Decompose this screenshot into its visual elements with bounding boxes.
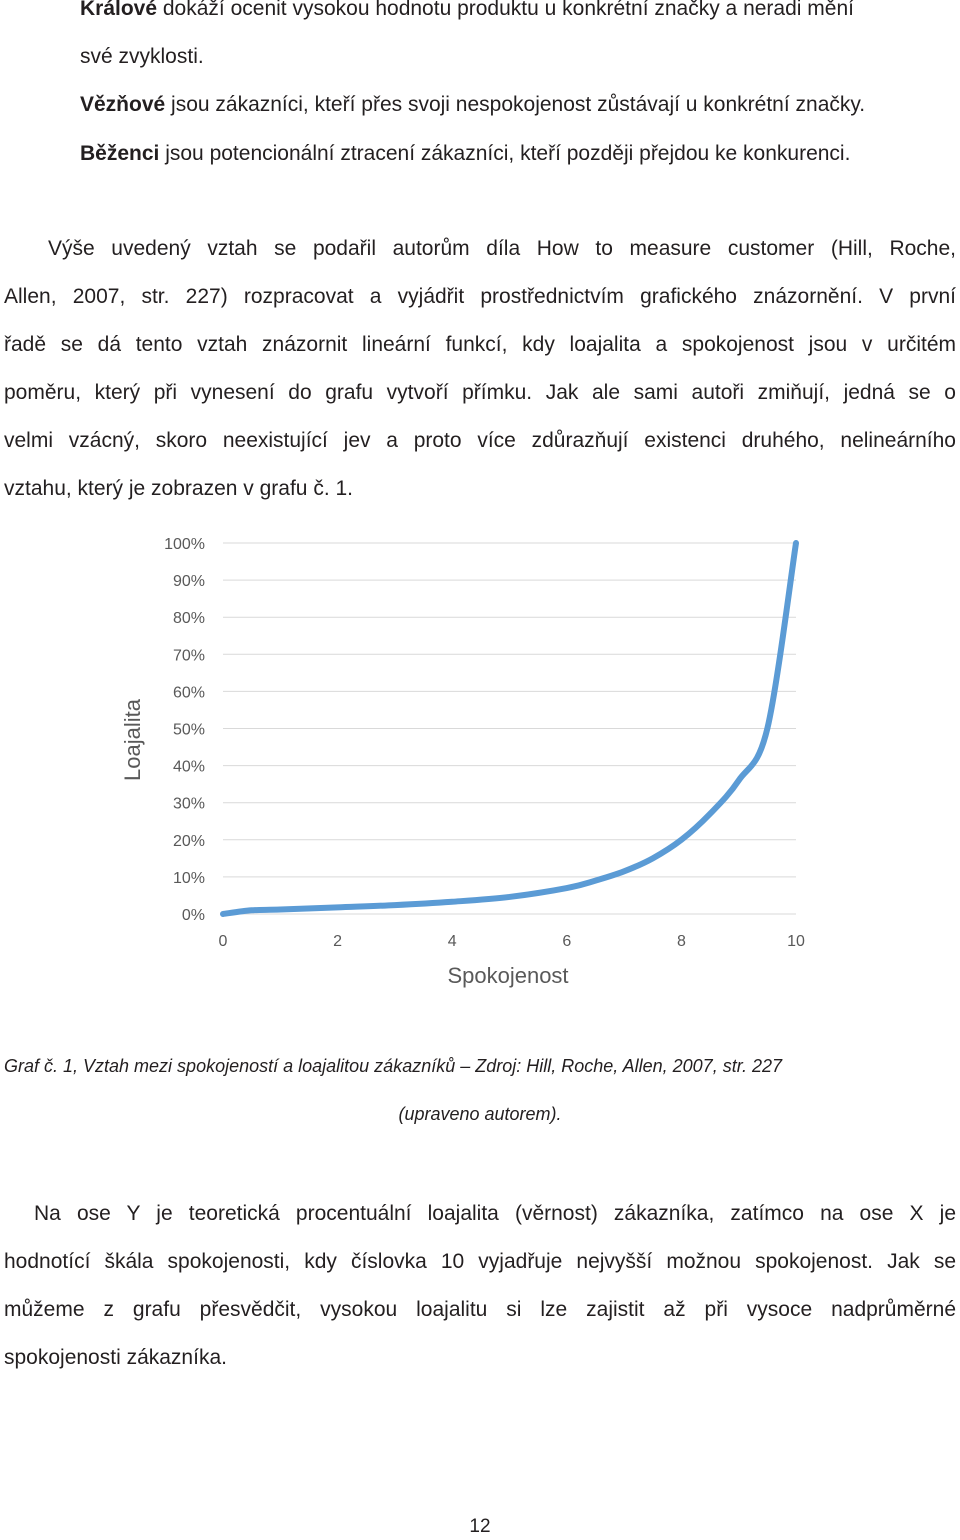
y-tick-label: 10% — [172, 869, 205, 887]
paragraph2-line: můžeme z grafu přesvědčit, vysokou loajalitu si lze zajistit až při vysoce nadprůměrné — [4, 1298, 956, 1321]
chart-caption: Graf č. 1, Vztah mezi spokojeností a loajalitou zákazníků – Zdroj: Hill, Roche, Allen, 2007, str. 227 — [4, 1056, 783, 1076]
paragraph2-line: Na ose Y je teoretická procentuální loajalita (věrnost) zákazníka, zatímco na ose X je — [34, 1202, 956, 1225]
term-bezenci: Běženci — [80, 142, 160, 165]
paragraph1-line: Allen, 2007, str. 227) rozpracovat a vyjádřit prostřednictvím grafického znázornění. V první — [4, 285, 956, 308]
paragraph2-line: spokojenosti zákazníka. — [4, 1346, 227, 1369]
chart-caption-continuation: (upraveno autorem). — [398, 1104, 562, 1124]
x-tick-label: 8 — [676, 933, 686, 950]
x-tick-label: 0 — [218, 933, 228, 950]
paragraph1-line: vztahu, který je zobrazen v grafu č. 1. — [4, 477, 354, 500]
y-tick-label: 20% — [172, 832, 205, 850]
x-axis-label: Spokojenost — [447, 963, 569, 988]
list-text: jsou zákazníci, kteří přes svoji nespokojenost zůstávají u konkrétní značky. — [165, 93, 866, 116]
y-tick-label: 50% — [172, 721, 205, 739]
y-tick-label: 40% — [172, 758, 205, 776]
x-tick-label: 2 — [333, 933, 343, 950]
list-item-veznove — [80, 92, 865, 118]
x-tick-label: 6 — [562, 933, 572, 950]
list-text: dokáží ocenit vysokou hodnotu produktu u konkrétní značky a neradi mění — [157, 0, 854, 20]
y-tick-label: 80% — [172, 610, 205, 628]
paragraph1-line: Výše uvedený vztah se podařil autorům díla How to measure customer (Hill, Roche, — [48, 237, 956, 260]
list-text: jsou potencionální ztracení zákazníci, kteří později přejdou ke konkurenci. — [159, 142, 851, 165]
y-tick-label: 70% — [172, 647, 205, 665]
y-axis-label: Loajalita — [120, 699, 145, 781]
paragraph1-line: poměru, který při vynesení do grafu vytvoří přímku. Jak ale sami autoři zmiňují, jedná se o — [4, 381, 956, 404]
list-item-continuation — [80, 44, 204, 70]
paragraph2-line: hodnotící škála spokojenosti, kdy číslovka 10 vyjadřuje nejvyšší možnou spokojenost. Jak se — [4, 1250, 956, 1273]
term-kralove: Králové — [80, 0, 158, 20]
x-tick-label: 4 — [447, 933, 457, 950]
page-number: 12 — [469, 1516, 491, 1537]
paragraph1-line: řadě se dá tento vztah znázornit lineární funkcí, kdy loajalita a spokojenost jsou v určitém — [4, 333, 956, 356]
loyalty-satisfaction-chart — [0, 520, 960, 1020]
paragraph1-line: velmi vzácný, skoro neexistující jev a proto více zdůrazňují existenci druhého, nelineárního — [4, 429, 956, 452]
term-veznove: Vězňové — [80, 93, 166, 116]
list-item-bezenci — [80, 141, 850, 167]
y-tick-label: 100% — [164, 536, 205, 553]
y-tick-label: 90% — [172, 573, 205, 591]
list-item-kralove — [80, 0, 854, 22]
x-tick-label: 10 — [787, 933, 805, 950]
y-tick-label: 0% — [181, 907, 205, 924]
list-text: své zvyklosti. — [80, 45, 204, 68]
y-tick-label: 60% — [172, 684, 205, 702]
y-tick-label: 30% — [172, 795, 205, 813]
